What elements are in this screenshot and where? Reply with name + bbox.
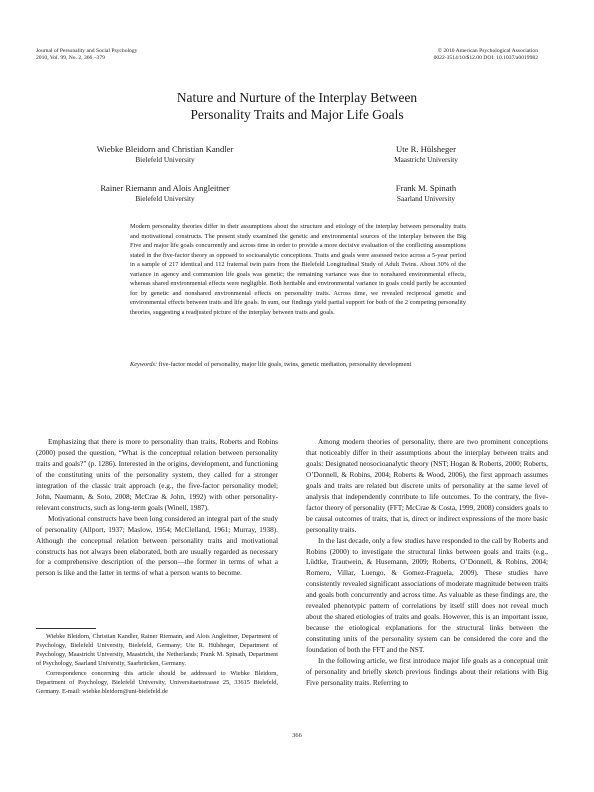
footnote-correspondence: Correspondence concerning this article should be addressed to Wiebke Bleidorn, Department of Psychology, Bielefeld University, Universitaetsstrasse 25, 33615 Bielefeld, Germany. E-mail: wiebke.bleidorn@uni-bielefeld.de [36,669,278,695]
copyright-notice: © 2010 American Psychological Association [437,48,538,54]
page-number: 366 [292,732,302,739]
footnote-affiliations: Wiebke Bleidorn, Christian Kandler, Rainer Riemann, and Alois Angleitner, Department of Psychology, Bielefeld University, Bielefeld, Germany; Ute R. Hülsheger, Department of Psychology, Maastricht University, Maastricht, the Netherlands; Frank M. Spinath, Department of Psychology, Saarland University, Saarbrücken, Germany. [36,633,278,668]
author-names: Frank M. Spinath [395,183,457,193]
author-affiliation: Bielefeld University [135,155,195,164]
running-header-right [434,48,538,62]
footnote-rule [36,628,96,629]
body-paragraph: In the following article, we first introduce major life goals as a conceptual unit of personality and briefly sketch previous findings about their relations with Big Five personality traits. Referring to [306,657,548,687]
author-affiliation: Bielefeld University [135,194,195,203]
keywords [130,360,466,370]
body-column-right [306,437,548,689]
body-paragraph: Motivational constructs have been long considered an integral part of the study of personality (Allport, 1937; Maslow, 1954; McClelland, 1961; Murray, 1938). Although the conceptual relation between personality traits and motivational constructs has not always been elaborated, both are usually regarded as necessary for a comprehensive description of the person—the former in terms of what a person is like and the latter in terms of what a person wants to become. [36,514,278,578]
journal-name: Journal of Personality and Social Psychology [36,48,138,54]
abstract: Modern personality theories differ in their assumptions about the structure and etiology of the interplay between personality traits and motivational constructs. The present study examined the genetic and environmental sources of the interplay between the Big Five and major life goals concurrently and across time in order to provide a more decisive evaluation of the conflicting assumptions stated in the five-factor theory as opposed to socioanalytic conceptions. Traits and goals were assessed twice across a 5-year period in a sample of 217 identical and 112 fraternal twin pairs from the Bielefeld Longitudinal Study of Adult Twins. About 30% of the variance in agency and communion life goals was genetic; the remaining variance was due to nonshared environmental effects, whereas shared environmental effects were negligible. Both heritable and environmental variance in goals could partly be accounted for by genetic and nonshared environmental effects on personality traits. Across time, we revealed reciprocal genetic and environmental effects between traits and life goals. In sum, our findings yield partial support for both of the 2 competing personality theories, suggesting a readjusted picture of the interplay between traits and goals. [130,223,466,316]
body-paragraph: Emphasizing that there is more to personality than traits, Roberts and Robins (2000) posed the question, “What is the conceptual relation between personality traits and goals?” (p. 1286). Interested in the origins, development, and functioning of the constituting units of the personality system, they called for a stronger integration of the classic trait approach (e.g., the five-factor personality model; John, Naumann, & Soto, 2008; McCrae & John, 1992) with other personality-relevant constructs, such as long-term goals (Winell, 1987). [36,438,278,512]
article-title [0,89,594,123]
author-names: Wiebke Bleidorn and Christian Kandler [96,144,234,154]
author-block-4 [346,183,506,203]
keywords-text: five-factor model of personality, major life goals, twins, genetic mediation, personality development [158,361,412,368]
title-line-1: Nature and Nurture of the Interplay Between [176,90,418,105]
author-block-1 [60,144,270,164]
doi-line: 0022-3514/10/$12.00 DOI: 10.1037/a0019982 [433,55,538,61]
author-names: Rainer Riemann and Alois Angleitner [100,183,230,193]
author-block-3 [60,183,270,203]
body-paragraph: In the last decade, only a few studies have responded to the call by Roberts and Robins (2000) to investigate the structural links between goals and traits (e.g., Lüdtke, Trautwein, & Husemann, 2009; Roberts, O’Donnell, & Robins, 2004; Romero, Villar, Luengo, & Gomez-Fraguela, 2009). These studies have consistently revealed significant associations of moderate magnitude between traits and goals both concurrently and across time. As valuable as these findings are, the revealed phenotypic pattern of correlations by itself still does not reveal much about the shared etiologies of traits and goals. However, this is an important issue, because the etiological explanations for the structural links between the constituting units of the personality system can be considered the core and the foundation of both the FFT and the NST. [306,536,548,655]
running-header-left [36,48,137,62]
author-block-2 [346,144,506,164]
author-note [36,632,278,696]
body-column-left [36,437,278,579]
body-paragraph: Among modern theories of personality, there are two prominent conceptions that noticeably differ in their assumptions about the interplay between traits and goals: Designated neosocioanalytic theory (NST; Hogan & Roberts, 2000; Roberts, O’Donnell, & Robins, 2004; Roberts & Wood, 2006), the first approach assumes goals and traits are related but discrete units of personality at the same level of analysis that independently contribute to life outcomes. To the contrary, the five-factor theory of personality (FFT; McCrae & Costa, 1999, 2008) considers goals to be causal outcomes of traits, that is, direct or indirect expressions of the more basic personality traits. [306,438,548,534]
volume-info: 2010, Vol. 99, No. 2, 366 –379 [36,55,105,61]
author-affiliation: Saarland University [396,194,456,203]
keywords-label: Keywords: [130,361,158,368]
title-line-2: Personality Traits and Major Life Goals [190,107,404,122]
author-names: Ute R. Hülsheger [396,144,456,154]
author-affiliation: Maastricht University [394,155,458,164]
